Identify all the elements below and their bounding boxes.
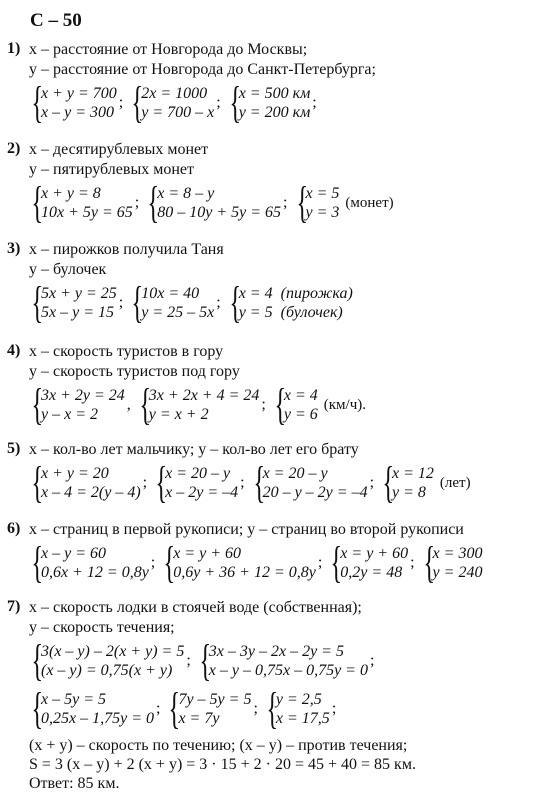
separator: ; bbox=[261, 396, 266, 413]
system-equations bbox=[41, 386, 125, 424]
system-brace: { bbox=[199, 636, 211, 685]
separator: ; bbox=[216, 294, 221, 311]
system-equations bbox=[392, 464, 434, 502]
equation-row bbox=[29, 538, 490, 587]
system-brace: { bbox=[274, 380, 286, 429]
equation-system bbox=[227, 278, 361, 327]
equation: y = 25 – 5x bbox=[141, 304, 215, 321]
problem-text-line: x – пирожков получила Таня bbox=[29, 241, 224, 258]
equation-row bbox=[29, 684, 342, 733]
system-brace: { bbox=[147, 178, 160, 227]
system-equations bbox=[41, 642, 184, 680]
system-equations bbox=[263, 464, 368, 502]
equation-system bbox=[161, 538, 328, 587]
problem-text-line: y – пятирублевых монет bbox=[29, 161, 194, 178]
problem-text-line: x – расстояние от Новгорода до Москвы; bbox=[29, 41, 308, 58]
system-brace: { bbox=[253, 458, 265, 507]
equation: 5x – y = 15 bbox=[41, 304, 114, 321]
equation: y = 6 bbox=[283, 406, 318, 423]
system-brace: { bbox=[382, 458, 395, 507]
equation-row bbox=[29, 78, 323, 127]
equation: y = 2,5 bbox=[275, 691, 322, 708]
equation: 3(x – y) – 2(x + y) = 5 bbox=[41, 643, 185, 660]
equation-system bbox=[129, 78, 226, 127]
equation: x – 2y = –4 bbox=[165, 484, 239, 501]
equation: 0,25x – 1,75y = 0 bbox=[41, 710, 154, 727]
system-brace: { bbox=[168, 684, 181, 733]
equation-row bbox=[29, 278, 361, 327]
equation-row bbox=[29, 458, 479, 507]
equation: x – y = 60 bbox=[41, 545, 106, 562]
separator: ; bbox=[156, 700, 161, 717]
equation-system bbox=[251, 458, 380, 507]
equation: 3x – 3y – 2x – 2y = 5 bbox=[208, 643, 344, 660]
equation-row bbox=[29, 380, 374, 429]
problem-text-line: y – скорость течения; bbox=[29, 619, 175, 636]
equation: y = x + 2 bbox=[148, 406, 209, 423]
separator: , bbox=[126, 396, 131, 413]
problem-text-line: x – страниц в первой рукописи; y – страниц во второй рукописи bbox=[29, 521, 464, 538]
equation-system bbox=[264, 684, 342, 733]
system-equations bbox=[239, 284, 353, 322]
system-equations bbox=[157, 184, 281, 222]
problem-number: 4) bbox=[7, 342, 21, 359]
separator: ; bbox=[253, 700, 258, 717]
equation-system bbox=[29, 458, 153, 507]
equation-system bbox=[29, 538, 161, 587]
equation-system bbox=[380, 458, 479, 507]
system-brace: { bbox=[139, 380, 151, 429]
equation: 7y – 5y = 5 bbox=[178, 691, 252, 708]
equation: 0,6y + 36 + 12 = 0,8y bbox=[173, 564, 316, 581]
separator: ; bbox=[331, 700, 337, 717]
system-brace: { bbox=[229, 278, 241, 327]
problem-number: 6) bbox=[7, 520, 21, 537]
equation-system bbox=[153, 458, 250, 507]
equation: 2x = 1000 bbox=[141, 85, 208, 102]
system-equations bbox=[141, 84, 214, 122]
system-brace: { bbox=[31, 278, 44, 327]
separator: ; bbox=[216, 94, 221, 111]
problem-text-line: x – кол-во лет мальчику; y – кол-во лет его брату bbox=[29, 441, 359, 458]
problem-text-line: y – булочек bbox=[29, 261, 107, 278]
equation-system bbox=[166, 684, 263, 733]
system-brace: { bbox=[31, 684, 44, 733]
system-equations bbox=[239, 84, 311, 122]
system-brace: { bbox=[155, 458, 168, 507]
problem-text-line: y – скорость туристов под гору bbox=[29, 363, 240, 380]
equation-system bbox=[421, 538, 491, 587]
system-equations bbox=[41, 690, 154, 728]
equation: x = 500 км bbox=[238, 85, 311, 102]
equation: 10x = 40 bbox=[141, 285, 200, 302]
system-equations bbox=[209, 642, 368, 680]
system-equations bbox=[433, 544, 483, 582]
system-equations bbox=[41, 464, 141, 502]
system-brace: { bbox=[31, 178, 44, 227]
equation: x = 5 bbox=[305, 185, 340, 202]
system-brace: { bbox=[229, 78, 241, 127]
separator: ; bbox=[410, 554, 415, 571]
equation-system bbox=[29, 684, 166, 733]
problem-number: 5) bbox=[7, 440, 21, 457]
equation: 20 – y – 2y = –4 bbox=[262, 484, 368, 501]
system-brace: { bbox=[423, 538, 435, 587]
equation-system bbox=[29, 636, 197, 685]
separator: ; bbox=[150, 554, 156, 571]
page-heading: С – 50 bbox=[30, 10, 82, 31]
equation-row bbox=[29, 178, 402, 227]
equation: x = 17,5 bbox=[275, 710, 330, 727]
system-equations bbox=[276, 690, 330, 728]
system-equations bbox=[41, 544, 149, 582]
equation-system bbox=[29, 178, 145, 227]
equation: x – 5y = 5 bbox=[41, 691, 106, 708]
system-equations bbox=[41, 184, 133, 222]
separator: ; bbox=[118, 94, 124, 111]
equation-system bbox=[197, 636, 381, 685]
equation-system bbox=[145, 178, 293, 227]
equation-note: (булочек) bbox=[280, 304, 343, 321]
equation: y = 5 (булочек) bbox=[238, 304, 343, 321]
system-brace: { bbox=[31, 380, 44, 429]
problem-number: 7) bbox=[7, 598, 21, 615]
equation-system bbox=[294, 178, 402, 227]
system-brace: { bbox=[131, 278, 144, 327]
equation: x = y + 60 bbox=[173, 545, 242, 562]
equation: x = 7y bbox=[178, 710, 220, 727]
equation: y = 700 – x bbox=[141, 104, 215, 121]
equation: (x – y) = 0,75(x + y) bbox=[41, 662, 173, 679]
equation-system bbox=[227, 78, 323, 127]
system-brace: { bbox=[330, 538, 343, 587]
equation: 0,6x + 12 = 0,8y bbox=[41, 564, 149, 581]
equation: x = 20 – y bbox=[165, 465, 231, 482]
problem-text-line: x – скорость лодки в стоячей воде (собственная); bbox=[29, 599, 362, 616]
equation: x = 4 bbox=[283, 387, 318, 404]
equation-system bbox=[137, 380, 272, 429]
equation-system bbox=[328, 538, 420, 587]
equation: y = 240 bbox=[432, 564, 483, 581]
system-brace: { bbox=[163, 538, 176, 587]
separator: ; bbox=[369, 652, 375, 669]
separator: ; bbox=[240, 474, 245, 491]
system-equations bbox=[41, 284, 117, 322]
equation: 10x + 5y = 65 bbox=[41, 204, 133, 221]
equation: y – x = 2 bbox=[41, 406, 98, 423]
equation-system bbox=[29, 78, 129, 127]
system-equations bbox=[340, 544, 408, 582]
problem-number: 3) bbox=[7, 240, 21, 257]
equation-system bbox=[29, 278, 129, 327]
system-brace: { bbox=[31, 458, 44, 507]
equation: y = 3 bbox=[305, 204, 340, 221]
equation: x – 4 = 2(y – 4) bbox=[41, 484, 141, 501]
equation: x = 20 – y bbox=[262, 465, 328, 482]
equation-note: (пирожка) bbox=[280, 285, 353, 302]
equation: x = 8 – y bbox=[157, 185, 215, 202]
equation: x = 12 bbox=[392, 465, 434, 482]
equation: 5x + y = 25 bbox=[41, 285, 117, 302]
equation: y = 200 км bbox=[238, 104, 311, 121]
system-equations bbox=[141, 284, 214, 322]
system-equations bbox=[149, 386, 260, 424]
problem-text-line: y – расстояние от Новгорода до Санкт-Петербурга; bbox=[29, 61, 376, 78]
problem-text-line: x – десятирублевых монет bbox=[29, 141, 209, 158]
equation: x = y + 60 bbox=[340, 545, 409, 562]
problem-text-line: x – скорость туристов в гору bbox=[29, 343, 224, 360]
equation-system bbox=[129, 278, 226, 327]
separator: ; bbox=[134, 194, 140, 211]
problem-number: 1) bbox=[7, 40, 21, 57]
equation: 80 – 10y + 5y = 65 bbox=[157, 204, 282, 221]
equation: x + y = 20 bbox=[41, 465, 109, 482]
equation: x + y = 8 bbox=[41, 185, 101, 202]
equation: x + y = 700 bbox=[41, 85, 117, 102]
equation: 3x + 2x + 4 = 24 bbox=[148, 387, 260, 404]
equation: x – y – 0,75x – 0,75y = 0 bbox=[208, 662, 368, 679]
equation: y = 8 bbox=[392, 484, 426, 501]
separator: ; bbox=[312, 94, 317, 111]
system-brace: { bbox=[266, 684, 278, 733]
equation-system bbox=[29, 380, 137, 429]
system-equations bbox=[165, 464, 238, 502]
separator: ; bbox=[142, 474, 148, 491]
separator: ; bbox=[369, 474, 375, 491]
system-equations bbox=[173, 544, 316, 582]
equation: x – y = 300 bbox=[41, 104, 114, 121]
problem-number: 2) bbox=[7, 140, 21, 157]
equation-system bbox=[272, 380, 374, 429]
system-note: (км/ч). bbox=[323, 396, 366, 413]
system-equations bbox=[41, 84, 117, 122]
system-brace: { bbox=[131, 78, 144, 127]
system-note: (лет) bbox=[439, 474, 471, 491]
separator: ; bbox=[283, 194, 288, 211]
system-brace: { bbox=[31, 636, 44, 685]
system-equations bbox=[284, 386, 318, 424]
solution-line: S = 3 (x – y) + 2 (x + y) = 3 · 15 + 2 · 20 = 45 + 40 = 85 км. bbox=[29, 756, 416, 773]
separator: ; bbox=[317, 554, 323, 571]
equation-row bbox=[29, 636, 380, 685]
solution-line: Ответ: 85 км. bbox=[29, 775, 120, 792]
equation: 3x + 2y = 24 bbox=[41, 387, 125, 404]
system-note: (монет) bbox=[345, 194, 394, 211]
system-brace: { bbox=[31, 538, 44, 587]
system-brace: { bbox=[295, 178, 308, 227]
system-equations bbox=[306, 184, 340, 222]
equation: 0,2y = 48 bbox=[340, 564, 403, 581]
solution-line: (x + y) – скорость по течению; (x – y) – против течения; bbox=[29, 737, 408, 754]
equation: x = 300 bbox=[432, 545, 483, 562]
separator: ; bbox=[118, 294, 124, 311]
equation: x = 4 (пирожка) bbox=[238, 285, 353, 302]
system-equations bbox=[178, 690, 251, 728]
separator: ; bbox=[186, 652, 191, 669]
system-brace: { bbox=[31, 78, 44, 127]
